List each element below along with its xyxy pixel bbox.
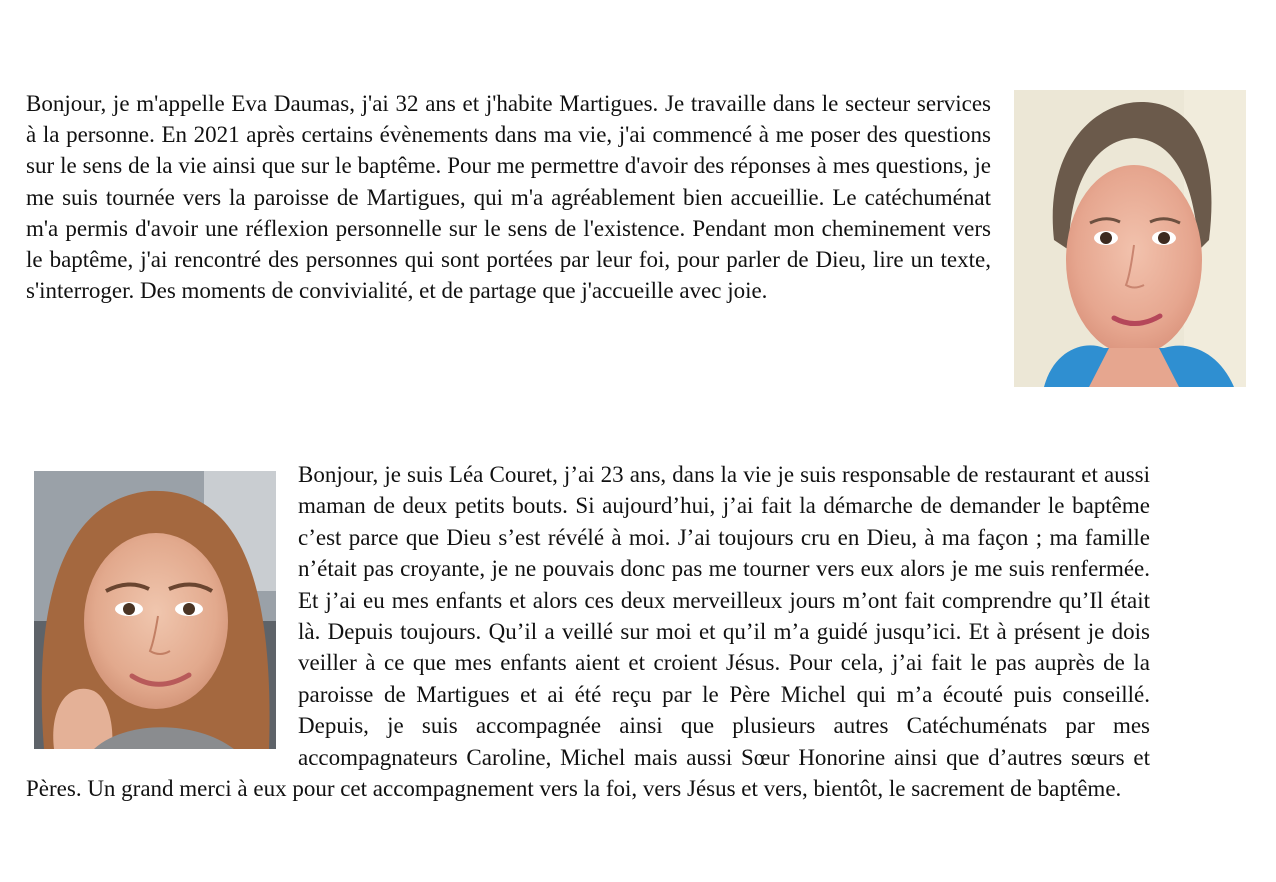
testimony-eva-text: Bonjour, je m'appelle Eva Daumas, j'ai 32 ans et j'habite Martigues. Je travaille dans le secteur services à la personne. En 2021 après certains évènements dans ma vie, j'ai commencé à me poser des questions sur le sens de la vie ainsi que sur le baptême. Pour me permettre d'avoir des réponses à mes questions, je me suis tournée vers la paroisse de Martigues, qui m'a agréablement bien accueillie. Le catéchuménat m'a permis d'avoir une réflexion personnelle sur le sens de l'existence. Pendant mon cheminement vers le baptême, j'ai rencontré des personnes qui sont portées par leur foi, pour parler de Dieu, lire un texte, s'interroger. Des moments de convivialité, et de partage que j'accueille avec joie. — [26, 91, 991, 304]
portrait-photo-eva — [1014, 90, 1246, 387]
testimony-lea-text: Bonjour, je suis Léa Couret, j’ai 23 ans, dans la vie je suis responsable de restaurant et aussi maman de deux petits bouts. Si aujourd’hui, j’ai fait la démarche de demander le baptême c’est parce que Dieu s’est révélé à moi. J’ai toujours cru en Dieu, à ma façon ; ma famille n’était pas croyante, je ne pouvais donc pas me tourner vers eux alors je me suis renfermée. Et j’ai eu mes enfants et alors ces deux merveilleux jours m’ont fait comprendre qu’Il était là. Depuis toujours. Qu’il a veillé sur moi et qu’il m’a guidé jusqu’ici. Et à présent je dois veiller à ce que mes enfants aient et croient Jésus. Pour cela, j’ai fait le pas auprès de la paroisse de Martigues et ai été reçu par le Père Michel qui m’a écouté puis conseillé. Depuis, je suis accompagnée ainsi que plusieurs autres Catéchuménats par mes accompagnateurs Caroline, Michel mais aussi Sœur Honorine ainsi que d’autres sœurs et Pères. Un grand merci à eux pour cet accompagnement vers la foi, vers Jésus et vers, bientôt, le sacrement de baptême. — [26, 462, 1150, 802]
photo-spacer — [26, 459, 298, 754]
testimony-lea-block — [26, 459, 1150, 804]
